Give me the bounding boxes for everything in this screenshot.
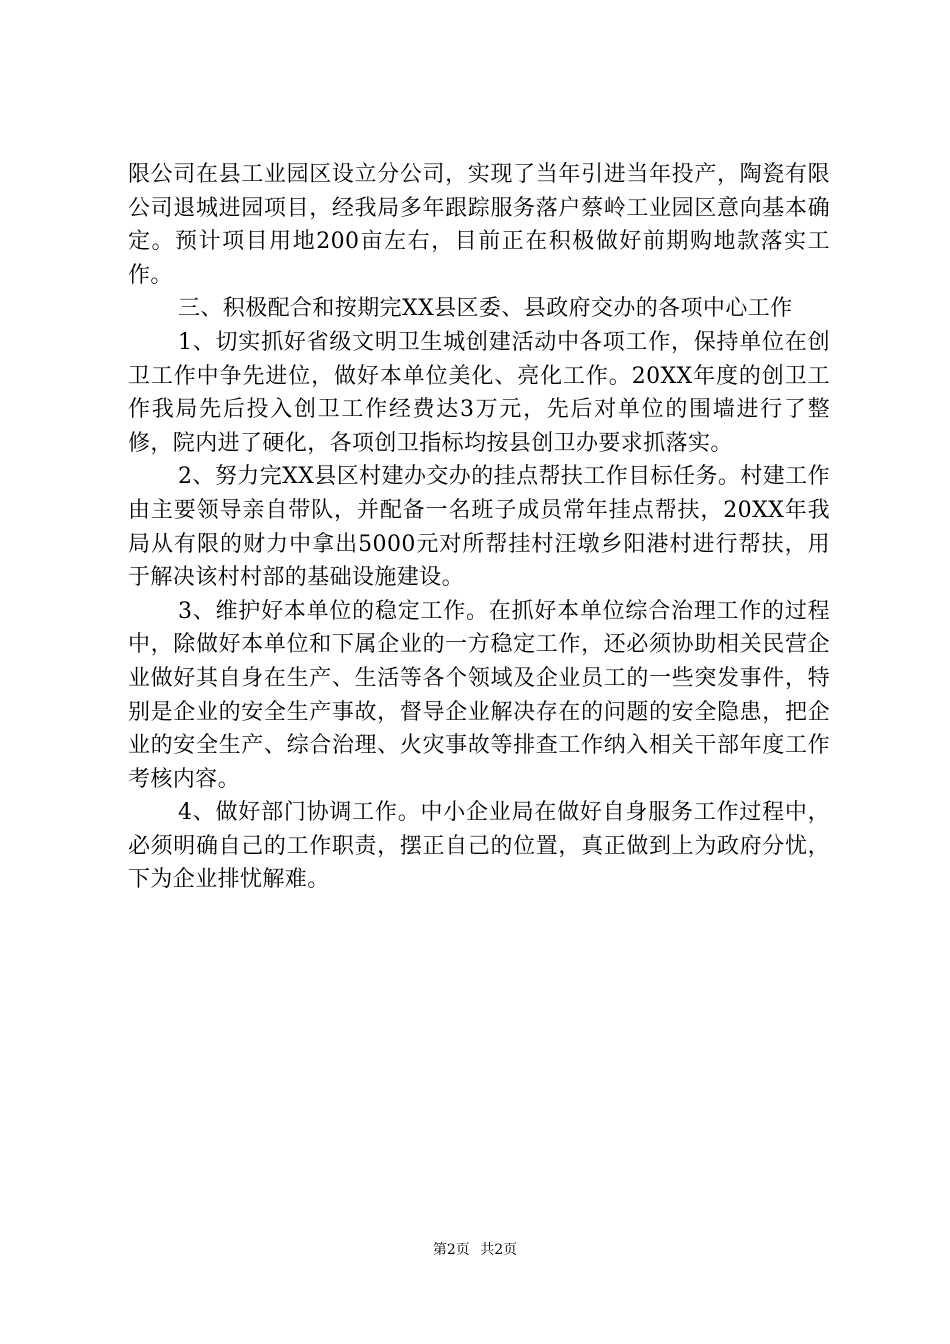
paragraph-item-2: 2、努力完XX县区村建办交办的挂点帮扶工作目标任务。村建工作由主要领导亲自带队，并配备一名班子成员常年挂点帮扶，20XX年我局从有限的财力中拿出5000元对所帮挂村汪墩乡阳港村进行帮扶，用于解决该村村部的基础设施建设。 <box>128 464 830 591</box>
paragraph-item-3: 3、维护好本单位的稳定工作。在抓好本单位综合治理工作的过程中，除做好本单位和下属企业的一方稳定工作，还必须协助相关民营企业做好其自身在生产、生活等各个领域及企业员工的一些突发事件，特别是企业的安全生产事故，督导企业解决存在的问题的安全隐患，把企业的安全生产、综合治理、火灾事故等排查工作纳入相关干部年度工作考核内容。 <box>128 598 830 792</box>
paragraph-continuation: 限公司在县工业园区设立分公司，实现了当年引进当年投产，陶瓷有限公司退城进园项目，经我局多年跟踪服务落户蔡岭工业园区意向基本确定。预计项目用地200亩左右，目前正在积极做好前期购地款落实工作。 <box>128 162 830 288</box>
section-heading: 三、积极配合和按期完XX县区委、县政府交办的各项中心工作 <box>178 296 793 322</box>
paragraph-item-4: 4、做好部门协调工作。中小企业局在做好自身服务工作过程中，必须明确自己的工作职责，摆正自己的位置，真正做到上为政府分忧，下为企业排忧解难。 <box>128 800 830 893</box>
page-number: 第2页 <box>432 1242 470 1258</box>
paragraph-item-1: 1、切实抓好省级文明卫生城创建活动中各项工作，保持单位在创卫工作中争先进位，做好本单位美化、亮化工作。20XX年度的创卫工作我局先后投入创卫工作经费达3万元，先后对单位的围墙进行了整修，院内进了硬化，各项创卫指标均按县创卫办要求抓落实。 <box>128 329 830 456</box>
page-total: 共2页 <box>480 1242 518 1258</box>
page-footer <box>0 1240 950 1260</box>
document-body <box>128 158 830 897</box>
